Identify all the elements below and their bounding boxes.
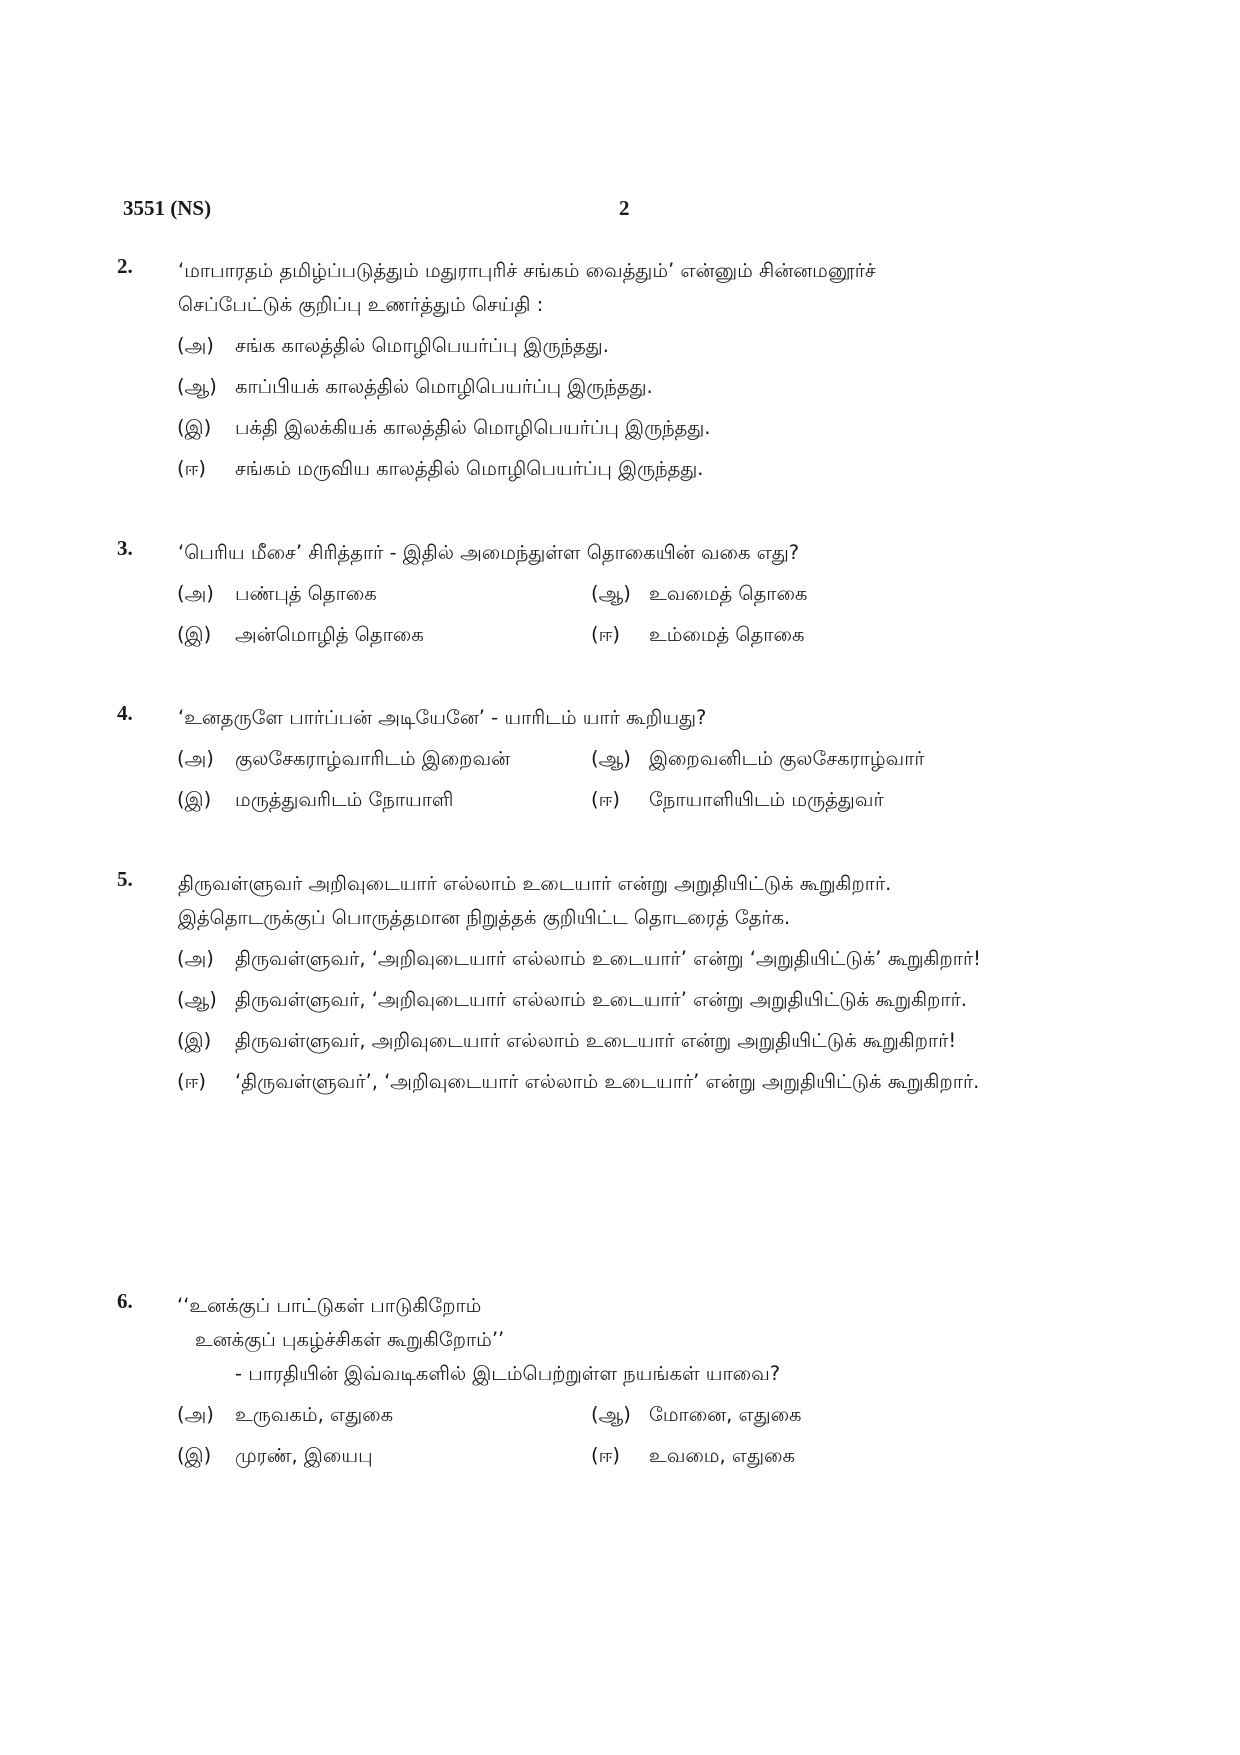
question-text <box>178 867 1072 935</box>
question-number: 4. <box>117 701 133 725</box>
options-grid <box>177 1398 1072 1473</box>
option-aa <box>591 1398 1072 1432</box>
option-text: காப்பியக் காலத்தில் மொழிபெயர்ப்பு இருந்தது. <box>235 375 653 398</box>
question-line: ‘பெரிய மீசை’ சிரித்தார் - இதில் அமைந்துள்ள தொகையின் வகை எது? <box>178 541 800 564</box>
option-label: (ஈ) <box>177 1070 206 1093</box>
option-text: சங்க காலத்தில் மொழிபெயர்ப்பு இருந்தது. <box>235 334 609 357</box>
option-text: முரண், இயைபு <box>235 1444 373 1467</box>
option-label: (ஆ) <box>591 747 631 770</box>
option-label: (அ) <box>177 582 214 605</box>
option-aa <box>591 742 1072 776</box>
question-5 <box>117 867 1072 1106</box>
option-i <box>177 783 591 817</box>
option-label: (இ) <box>177 623 212 646</box>
verse-line: ‘‘உனக்குப் பாட்டுகள் பாடுகிறோம் <box>177 1294 482 1317</box>
question-text <box>178 701 1072 735</box>
question-line: ‘உனதருளே பார்ப்பன் அடியேனே’ - யாரிடம் யார் கூறியது? <box>178 706 707 729</box>
options-grid <box>177 577 1072 652</box>
option-label: (இ) <box>177 416 212 439</box>
option-a <box>177 942 1072 976</box>
question-line: இத்தொடருக்குப் பொருத்தமான நிறுத்தக் குறியிட்ட தொடரைத் தேர்க. <box>178 906 791 929</box>
option-ee <box>591 783 1072 817</box>
option-i <box>177 1439 591 1473</box>
question-text <box>178 536 1072 570</box>
page-header <box>123 196 1123 226</box>
option-text: உவமை, எதுகை <box>649 1444 795 1467</box>
question-4 <box>117 701 1072 817</box>
option-text: ‘திருவள்ளுவர்’, ‘அறிவுடையார் எல்லாம் உடையார்’ என்று அறுதியிட்டுக் கூறுகிறார். <box>235 1070 980 1093</box>
option-text: திருவள்ளுவர், ‘அறிவுடையார் எல்லாம் உடையார்’ என்று ‘அறுதியிட்டுக்’ கூறுகிறார்! <box>235 947 981 970</box>
option-text: திருவள்ளுவர், ‘அறிவுடையார் எல்லாம் உடையார்’ என்று அறுதியிட்டுக் கூறுகிறார். <box>235 988 967 1011</box>
option-label: (இ) <box>177 1444 212 1467</box>
option-label: (ஈ) <box>591 1444 620 1467</box>
option-label: (அ) <box>177 334 214 357</box>
option-a <box>177 329 1072 363</box>
option-text: மோனை, எதுகை <box>649 1403 802 1426</box>
option-text: உவமைத் தொகை <box>649 582 808 605</box>
option-text: சங்கம் மருவிய காலத்தில் மொழிபெயர்ப்பு இருந்தது. <box>235 457 704 480</box>
option-label: (இ) <box>177 1029 212 1052</box>
paper-code: 3551 (NS) <box>123 196 212 220</box>
option-label: (ஆ) <box>177 375 217 398</box>
question-number: 5. <box>117 867 133 891</box>
option-aa <box>177 983 1072 1017</box>
option-label: (அ) <box>177 1403 214 1426</box>
option-ee <box>591 618 1072 652</box>
option-text: மருத்துவரிடம் நோயாளி <box>235 788 454 811</box>
question-line: செப்பேட்டுக் குறிப்பு உணர்த்தும் செய்தி : <box>178 293 544 316</box>
question-number: 2. <box>117 254 133 278</box>
verse-line: உனக்குப் புகழ்ச்சிகள் கூறுகிறோம்’’ <box>195 1328 505 1351</box>
option-label: (ஈ) <box>177 457 206 480</box>
option-text: பக்தி இலக்கியக் காலத்தில் மொழிபெயர்ப்பு இருந்தது. <box>235 416 711 439</box>
option-label: (ஈ) <box>591 788 620 811</box>
option-label: (இ) <box>177 788 212 811</box>
option-a <box>177 742 591 776</box>
page-number: 2 <box>619 196 630 220</box>
option-text: இறைவனிடம் குலசேகராழ்வார் <box>649 747 925 770</box>
option-text: உருவகம், எதுகை <box>235 1403 394 1426</box>
option-a <box>177 1398 591 1432</box>
option-label: (ஈ) <box>591 623 620 646</box>
option-label: (ஆ) <box>591 1403 631 1426</box>
option-a <box>177 577 591 611</box>
option-i <box>177 618 591 652</box>
option-i <box>177 1024 1072 1058</box>
option-aa <box>591 577 1072 611</box>
option-i <box>177 411 1072 445</box>
options-grid <box>177 742 1072 817</box>
option-aa <box>177 370 1072 404</box>
poem-verse <box>177 1289 1072 1391</box>
question-line: திருவள்ளுவர் அறிவுடையார் எல்லாம் உடையார் என்று அறுதியிட்டுக் கூறுகிறார். <box>178 872 892 895</box>
option-label: (அ) <box>177 947 214 970</box>
question-number: 6. <box>117 1289 133 1313</box>
options-list <box>177 329 1072 486</box>
option-text: குலசேகராழ்வாரிடம் இறைவன் <box>235 747 511 770</box>
option-text: திருவள்ளுவர், அறிவுடையார் எல்லாம் உடையார் என்று அறுதியிட்டுக் கூறுகிறார்! <box>235 1029 957 1052</box>
question-3 <box>117 536 1072 652</box>
option-label: (ஆ) <box>177 988 217 1011</box>
option-ee <box>177 452 1072 486</box>
option-text: அன்மொழித் தொகை <box>235 623 424 646</box>
question-line: ‘மாபாரதம் தமிழ்ப்படுத்தும் மதுராபுரிச் சங்கம் வைத்தும்’ என்னும் சின்னமனூர்ச் <box>178 259 876 282</box>
option-ee <box>591 1439 1072 1473</box>
question-number: 3. <box>117 536 133 560</box>
question-2 <box>117 254 1072 493</box>
option-text: உம்மைத் தொகை <box>649 623 805 646</box>
option-text: நோயாளியிடம் மருத்துவர் <box>649 788 884 811</box>
option-label: (அ) <box>177 747 214 770</box>
question-6 <box>117 1289 1072 1473</box>
option-text: பண்புத் தொகை <box>235 582 377 605</box>
option-label: (ஆ) <box>591 582 631 605</box>
question-line: - பாரதியின் இவ்வடிகளில் இடம்பெற்றுள்ள நயங்கள் யாவை? <box>235 1362 781 1385</box>
options-list <box>177 942 1072 1099</box>
option-ee <box>177 1065 1072 1099</box>
question-text <box>178 254 1072 322</box>
